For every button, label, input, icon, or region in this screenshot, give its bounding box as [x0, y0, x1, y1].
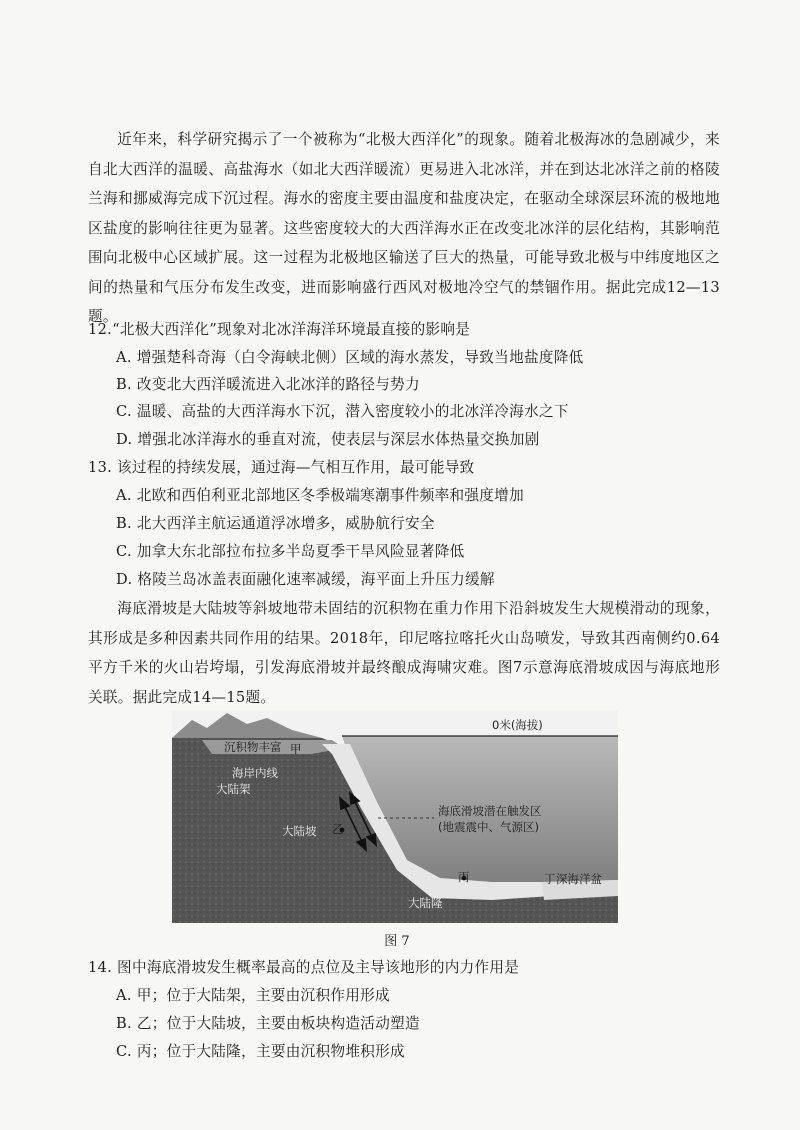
question-14-stem: 14. 图中海底滑坡发生概率最高的点位及主导该地形的内力作用是 — [88, 959, 520, 976]
continental-shelf-label: 大陆架 — [216, 782, 251, 796]
question-12-option-a: A. 增强楚科奇海（白令海峡北侧）区域的海水蒸发，导致当地盐度降低 — [116, 349, 584, 366]
inner-coastline-label: 海岸内线 — [232, 766, 278, 780]
continental-rise-label: 大陆隆 — [408, 896, 443, 910]
point-yi-label: 乙 — [332, 822, 344, 836]
point-ding-label: 丁 — [544, 872, 556, 886]
point-jia-label: 甲 — [290, 742, 302, 756]
continental-slope-label: 大陆坡 — [282, 824, 317, 838]
question-13-option-a: A. 北欧和西伯利亚北部地区冬季极端寒潮事件频率和强度增加 — [116, 487, 524, 504]
question-13-option-d: D. 格陵兰岛冰盖表面融化速率减缓，海平面上升压力缓解 — [116, 571, 495, 588]
question-13-option-b: B. 北大西洋主航运通道浮冰增多，威胁航行安全 — [116, 515, 435, 532]
question-13-stem: 13. 该过程的持续发展，通过海—气相互作用，最可能导致 — [88, 459, 475, 476]
question-12-option-c: C. 温暖、高盐的大西洋海水下沉，潜入密度较小的北冰洋冷海水之下 — [116, 403, 569, 420]
figure-7-submarine-landslide-diagram — [172, 710, 618, 923]
question-12-stem: 12.“北极大西洋化”现象对北冰洋海洋环境最直接的影响是 — [88, 321, 471, 338]
passage-arctic-atlantification: 近年来，科学研究揭示了一个被称为“北极大西洋化”的现象。随着北极海冰的急剧减少，来自北大西洋的温暖、高盐海水（如北大西洋暖流）更易进入北冰洋，并在到达北冰洋之前的格陵兰海和挪威海完成下沉过程。海水的密度主要由温度和盐度决定，在驱动全球深层环流的极地地区盐度的影响往往更为显著。这些密度较大的大西洋海水正在改变北冰洋的层化结构，其影响范围向北极中心区域扩展。这一过程为北极地区输送了巨大的热量，可能导致北极与中纬度地区之间的热量和气压分布发生改变，进而影响盛行西风对极地冷空气的禁锢作用。据此完成12—13题。 — [88, 131, 720, 325]
deep-basin-label: 深海洋盆 — [556, 872, 602, 886]
sediment-rich-label: 沉积物丰富 — [224, 740, 282, 754]
question-12-option-b: B. 改变北大西洋暖流进入北冰洋的路径与势力 — [116, 376, 420, 393]
trigger-zone-label-line1: 海底滑坡潜在触发区 — [438, 804, 542, 818]
question-12-option-d: D. 增强北冰洋海水的垂直对流，使表层与深层水体热量交换加剧 — [116, 431, 540, 448]
question-13-option-c: C. 加拿大东北部拉布拉多半岛夏季干旱风险显著降低 — [116, 543, 465, 560]
question-14-option-b: B. 乙；位于大陆坡，主要由板块构造活动塑造 — [116, 1015, 420, 1032]
figure-7-caption: 图 7 — [384, 934, 410, 949]
question-14-option-a: A. 甲；位于大陆架，主要由沉积作用形成 — [116, 987, 390, 1004]
question-14-option-c: C. 丙；位于大陆隆，主要由沉积物堆积形成 — [116, 1043, 405, 1060]
trigger-zone-label-line2: (地震震中、气源区) — [438, 820, 539, 834]
sea-level-label: 0米(海拔) — [492, 718, 543, 732]
point-bing-label: 丙 — [458, 870, 470, 884]
passage-submarine-landslide: 海底滑坡是大陆坡等斜坡地带未固结的沉积物在重力作用下沿斜坡发生大规模滑动的现象，其形成是多种因素共同作用的结果。2018年，印尼喀拉喀托火山岛喷发，导致其西南侧约0.64平方千米的火山岩垮塌，引发海底滑坡并最终酿成海啸灾难。图7示意海底滑坡成因与海底地形关联。据此完成14—15题。 — [88, 600, 720, 706]
